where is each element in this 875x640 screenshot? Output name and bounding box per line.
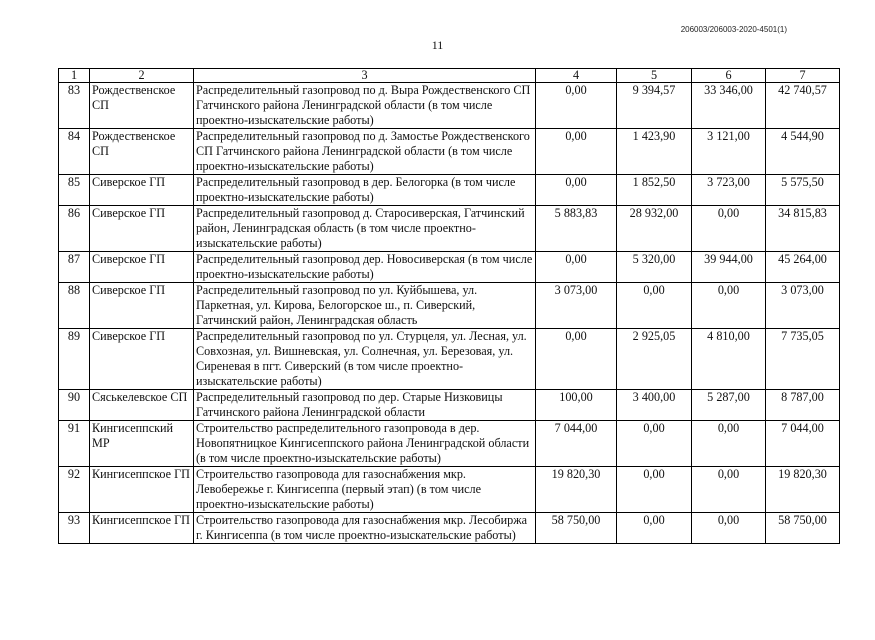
amount-col5-cell: 0,00 [617,513,692,544]
amount-col5-cell: 0,00 [617,467,692,513]
amount-col6-cell: 0,00 [692,283,766,329]
financing-table [58,68,840,544]
amount-total-cell: 45 264,00 [766,252,840,283]
amount-col4-cell: 0,00 [536,129,617,175]
municipality-cell: Кингисеппское ГП [90,513,194,544]
header-cell-col6: 6 [692,69,766,83]
amount-total-cell: 7 735,05 [766,329,840,390]
table-row [59,467,840,513]
table-row [59,129,840,175]
municipality-cell: Сиверское ГП [90,175,194,206]
municipality-cell: Сяськелевское СП [90,390,194,421]
amount-col5-cell: 1 852,50 [617,175,692,206]
municipality-cell: Кингисеппское ГП [90,467,194,513]
row-number: 83 [59,83,90,129]
amount-col6-cell: 0,00 [692,206,766,252]
row-number: 85 [59,175,90,206]
table-row [59,283,840,329]
municipality-cell: Кингисеппский МР [90,421,194,467]
description-cell: Распределительный газопровод по д. Замостье Рождественского СП Гатчинского района Ленинградской области (в том числе проектно-изыскательские работы) [194,129,536,175]
amount-total-cell: 4 544,90 [766,129,840,175]
row-number: 91 [59,421,90,467]
description-cell: Строительство распределительного газопровода в дер. Новопятницкое Кингисеппского района Ленинградской области (в том числе проектно-изыскательские работы) [194,421,536,467]
amount-col4-cell: 0,00 [536,175,617,206]
header-cell-col4: 4 [536,69,617,83]
amount-col6-cell: 39 944,00 [692,252,766,283]
description-cell: Строительство газопровода для газоснабжения мкр. Левобережье г. Кингисеппа (первый этап) (в том числе проектно-изыскательские работы) [194,467,536,513]
amount-col6-cell: 4 810,00 [692,329,766,390]
municipality-cell: Сиверское ГП [90,206,194,252]
description-cell: Распределительный газопровод по дер. Старые Низковицы Гатчинского района Ленинградской области [194,390,536,421]
amount-total-cell: 19 820,30 [766,467,840,513]
amount-total-cell: 42 740,57 [766,83,840,129]
amount-col4-cell: 5 883,83 [536,206,617,252]
amount-col4-cell: 0,00 [536,329,617,390]
amount-total-cell: 7 044,00 [766,421,840,467]
amount-col5-cell: 0,00 [617,283,692,329]
document-id: 206003/206003-2020-4501(1) [680,25,787,34]
description-cell: Распределительный газопровод д. Старосиверская, Гатчинский район, Ленинградская область (в том числе проектно-изыскательские работы) [194,206,536,252]
amount-total-cell: 5 575,50 [766,175,840,206]
description-cell: Распределительный газопровод в дер. Белогорка (в том числе проектно-изыскательские работы) [194,175,536,206]
amount-total-cell: 58 750,00 [766,513,840,544]
amount-col6-cell: 5 287,00 [692,390,766,421]
table-header [59,69,840,83]
description-cell: Распределительный газопровод по ул. Стурцеля, ул. Лесная, ул. Совхозная, ул. Вишневская, ул. Солнечная, ул. Березовая, ул. Сиреневая в пгт. Сиверский (в том числе проектно-изыскательские работы) [194,329,536,390]
header-cell-col7: 7 [766,69,840,83]
municipality-cell: Рождественское СП [90,83,194,129]
table-row [59,513,840,544]
row-number: 93 [59,513,90,544]
amount-col4-cell: 58 750,00 [536,513,617,544]
header-row [59,69,840,83]
amount-col4-cell: 0,00 [536,83,617,129]
table-body [59,83,840,544]
amount-col5-cell: 28 932,00 [617,206,692,252]
table-row [59,421,840,467]
header-cell-col1: 1 [59,69,90,83]
amount-col5-cell: 0,00 [617,421,692,467]
municipality-cell: Рождественское СП [90,129,194,175]
amount-col4-cell: 0,00 [536,252,617,283]
description-cell: Распределительный газопровод по ул. Куйбышева, ул. Паркетная, ул. Кирова, Белогорское ш., п. Сиверский, Гатчинский район, Ленинградская область [194,283,536,329]
table-row [59,329,840,390]
amount-col6-cell: 0,00 [692,513,766,544]
amount-total-cell: 3 073,00 [766,283,840,329]
municipality-cell: Сиверское ГП [90,283,194,329]
amount-col6-cell: 3 723,00 [692,175,766,206]
page-number: 11 [431,38,444,52]
amount-col5-cell: 3 400,00 [617,390,692,421]
amount-col5-cell: 9 394,57 [617,83,692,129]
municipality-cell: Сиверское ГП [90,329,194,390]
table-row [59,252,840,283]
amount-col5-cell: 1 423,90 [617,129,692,175]
amount-col5-cell: 2 925,05 [617,329,692,390]
amount-total-cell: 8 787,00 [766,390,840,421]
header-cell-col3: 3 [194,69,536,83]
amount-col6-cell: 0,00 [692,421,766,467]
table-row [59,206,840,252]
row-number: 92 [59,467,90,513]
table-row [59,83,840,129]
header-cell-col5: 5 [617,69,692,83]
amount-col6-cell: 3 121,00 [692,129,766,175]
table-row [59,175,840,206]
table-row [59,390,840,421]
amount-col4-cell: 3 073,00 [536,283,617,329]
row-number: 84 [59,129,90,175]
row-number: 89 [59,329,90,390]
row-number: 87 [59,252,90,283]
header-cell-col2: 2 [90,69,194,83]
description-cell: Распределительный газопровод дер. Новосиверская (в том числе проектно-изыскательские работы) [194,252,536,283]
description-cell: Строительство газопровода для газоснабжения мкр. Лесобиржа г. Кингисеппа (в том числе проектно-изыскательские работы) [194,513,536,544]
amount-total-cell: 34 815,83 [766,206,840,252]
amount-col5-cell: 5 320,00 [617,252,692,283]
row-number: 86 [59,206,90,252]
row-number: 90 [59,390,90,421]
amount-col6-cell: 33 346,00 [692,83,766,129]
description-cell: Распределительный газопровод по д. Выра Рождественского СП Гатчинского района Ленинградской области (в том числе проектно-изыскательские работы) [194,83,536,129]
row-number: 88 [59,283,90,329]
municipality-cell: Сиверское ГП [90,252,194,283]
amount-col4-cell: 7 044,00 [536,421,617,467]
amount-col6-cell: 0,00 [692,467,766,513]
amount-col4-cell: 19 820,30 [536,467,617,513]
amount-col4-cell: 100,00 [536,390,617,421]
